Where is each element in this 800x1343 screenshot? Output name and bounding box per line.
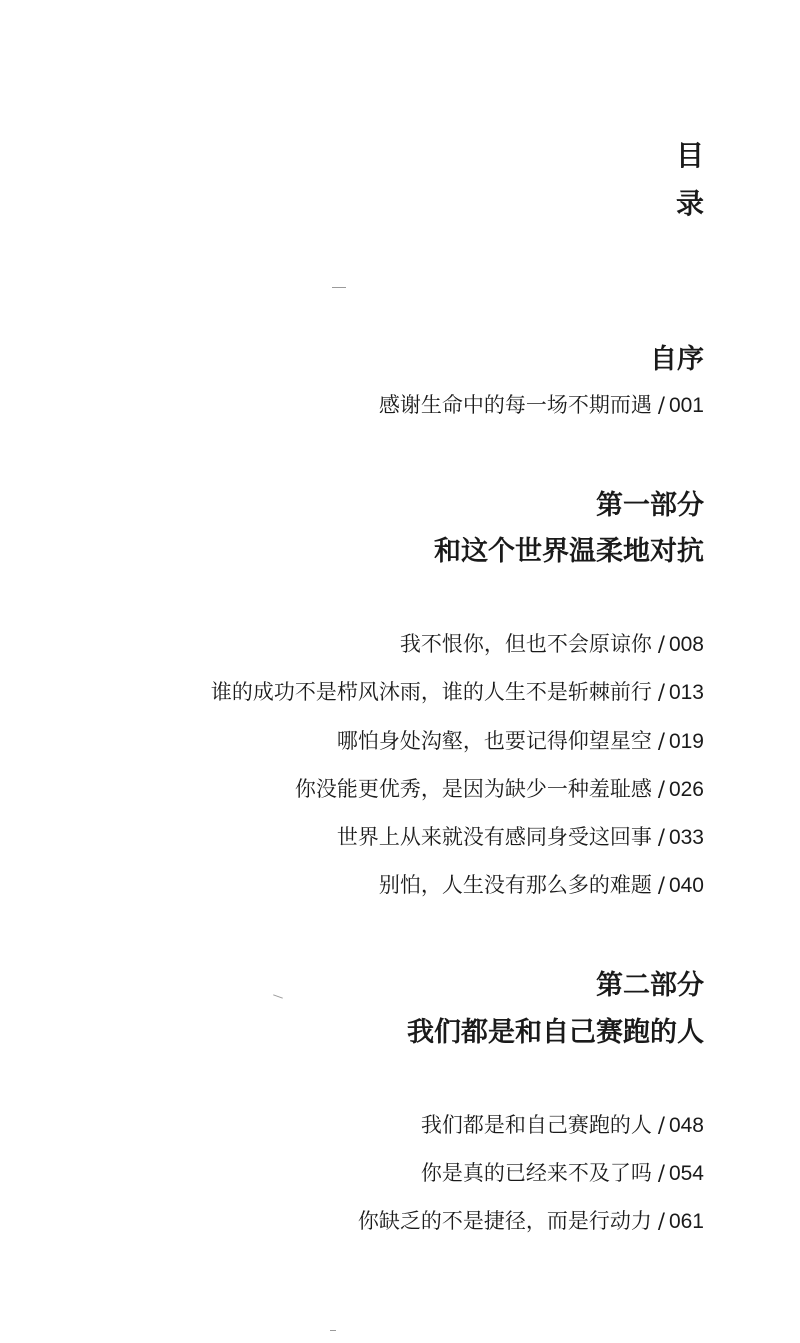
toc-entry[interactable] — [421, 1159, 704, 1188]
scan-mark — [273, 994, 283, 998]
entry-page-number: 026 — [668, 778, 704, 801]
part-1-subtitle: 和这个世界温柔地对抗 — [434, 536, 704, 567]
entry-title: 你是真的已经来不及了吗 — [420, 1161, 652, 1185]
entry-title: 谁的成功不是栉风沐雨，谁的人生不是斩棘前行 — [210, 680, 652, 704]
entry-separator: / — [657, 632, 665, 656]
entry-separator: / — [657, 1161, 665, 1185]
toc-entry[interactable] — [379, 391, 704, 420]
toc-entry[interactable] — [295, 775, 704, 804]
entry-title: 我们都是和自己赛跑的人 — [420, 1113, 652, 1137]
entry-separator: / — [657, 393, 665, 417]
entry-page-number: 054 — [668, 1162, 704, 1185]
toc-entry[interactable] — [211, 678, 704, 707]
part-2-label: 第二部分 — [596, 970, 704, 1001]
entry-page-number: 013 — [668, 681, 704, 704]
part-1-label: 第一部分 — [596, 490, 704, 521]
entry-separator: / — [657, 873, 665, 897]
entry-title: 哪怕身处沟壑，也要记得仰望星空 — [336, 729, 652, 753]
toc-title-char-2: 录 — [675, 187, 704, 220]
entry-page-number: 040 — [668, 874, 704, 897]
scan-mark — [332, 287, 346, 288]
entry-separator: / — [657, 1113, 665, 1137]
entry-page-number: 001 — [668, 394, 704, 417]
entry-page-number: 033 — [668, 826, 704, 849]
entry-page-number: 019 — [668, 730, 704, 753]
toc-title-char-1: 目 — [675, 139, 704, 172]
entry-separator: / — [657, 729, 665, 753]
entry-title: 世界上从来就没有感同身受这回事 — [336, 825, 652, 849]
entry-separator: / — [657, 825, 665, 849]
entry-title: 我不恨你，但也不会原谅你 — [399, 632, 652, 656]
entry-page-number: 061 — [668, 1210, 704, 1233]
entry-separator: / — [657, 1209, 665, 1233]
toc-entry[interactable] — [421, 1111, 704, 1140]
entry-title: 感谢生命中的每一场不期而遇 — [378, 393, 652, 417]
scan-mark — [330, 1330, 336, 1331]
entry-separator: / — [657, 680, 665, 704]
entry-title: 你缺乏的不是捷径，而是行动力 — [357, 1209, 652, 1233]
toc-entry[interactable] — [337, 823, 704, 852]
entry-page-number: 048 — [668, 1114, 704, 1137]
entry-separator: / — [657, 777, 665, 801]
toc-entry[interactable] — [400, 630, 704, 659]
toc-entry[interactable] — [337, 727, 704, 756]
entry-title: 别怕，人生没有那么多的难题 — [378, 873, 652, 897]
preface-heading: 自序 — [650, 344, 704, 375]
entry-title: 你没能更优秀，是因为缺少一种羞耻感 — [294, 777, 652, 801]
toc-entry[interactable] — [358, 1207, 704, 1236]
toc-entry[interactable] — [379, 871, 704, 900]
entry-page-number: 008 — [668, 633, 704, 656]
part-2-subtitle: 我们都是和自己赛跑的人 — [407, 1017, 704, 1048]
